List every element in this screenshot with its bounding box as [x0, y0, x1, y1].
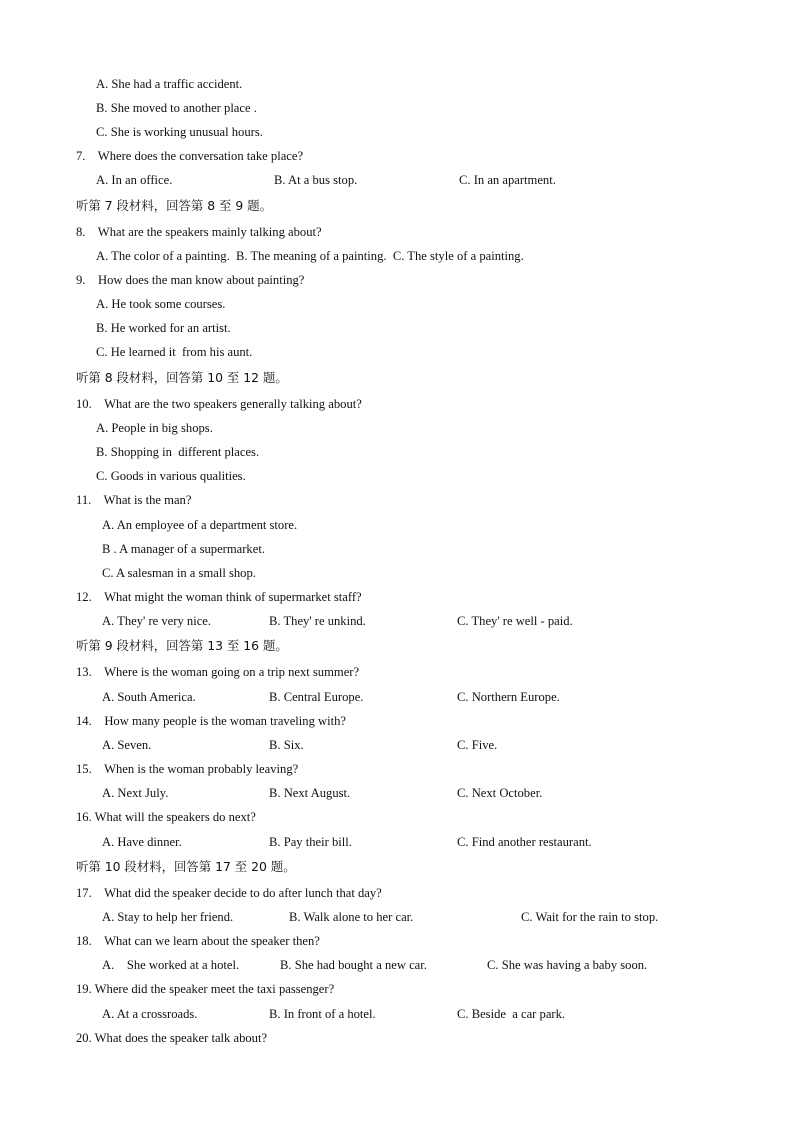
- q17-option-a: A. Stay to help her friend.: [102, 910, 234, 924]
- q19-option-c: C. Beside a car park.: [457, 1007, 566, 1021]
- q6-option-c: C. She is working unusual hours.: [96, 125, 263, 139]
- q11-stem: 11. What is the man?: [76, 493, 192, 507]
- q19-stem: 19. Where did the speaker meet the taxi passenger?: [76, 982, 335, 996]
- section-heading-8: 听第 8 段材料，回答第 10 至 12 题。: [76, 370, 288, 385]
- section-heading-7: 听第 7 段材料，回答第 8 至 9 题。: [76, 198, 272, 213]
- q9-option-c: C. He learned it from his aunt.: [96, 345, 253, 359]
- q19-option-b: B. In front of a hotel.: [269, 1007, 376, 1021]
- q13-option-a: A. South America.: [102, 690, 196, 704]
- q10-option-b: B. Shopping in different places.: [96, 445, 260, 459]
- q12-option-a: A. They' re very nice.: [102, 614, 212, 628]
- q13-option-b: B. Central Europe.: [269, 690, 364, 704]
- q16-option-b: B. Pay their bill.: [269, 835, 352, 849]
- q9-stem: 9. How does the man know about painting?: [76, 273, 305, 287]
- q15-option-c: C. Next October.: [457, 786, 543, 800]
- q14-option-a: A. Seven.: [102, 738, 152, 752]
- q15-option-b: B. Next August.: [269, 786, 351, 800]
- q7-option-c: C. In an apartment.: [459, 173, 556, 187]
- q16-option-c: C. Find another restaurant.: [457, 835, 592, 849]
- q8-stem: 8. What are the speakers mainly talking about?: [76, 225, 322, 239]
- q10-stem: 10. What are the two speakers generally talking about?: [76, 397, 362, 411]
- q16-option-a: A. Have dinner.: [102, 835, 182, 849]
- q17-stem: 17. What did the speaker decide to do after lunch that day?: [76, 886, 382, 900]
- q18-option-b: B. She had bought a new car.: [280, 958, 427, 972]
- q6-option-b: B. She moved to another place .: [96, 101, 257, 115]
- q13-stem: 13. Where is the woman going on a trip next summer?: [76, 665, 360, 679]
- q8-options: A. The color of a painting. B. The meaning of a painting. C. The style of a painting.: [96, 249, 524, 263]
- q17-option-c: C. Wait for the rain to stop.: [521, 910, 659, 924]
- q7-stem: 7. Where does the conversation take place?: [76, 149, 304, 163]
- q16-stem: 16. What will the speakers do next?: [76, 810, 256, 824]
- q18-stem: 18. What can we learn about the speaker then?: [76, 934, 320, 948]
- section-heading-10: 听第 10 段材料，回答第 17 至 20 题。: [76, 859, 296, 874]
- q7-option-a: A. In an office.: [96, 173, 173, 187]
- q17-option-b: B. Walk alone to her car.: [289, 910, 414, 924]
- q10-option-a: A. People in big shops.: [96, 421, 213, 435]
- q14-stem: 14. How many people is the woman traveling with?: [76, 714, 347, 728]
- q18-option-c: C. She was having a baby soon.: [487, 958, 648, 972]
- q14-option-c: C. Five.: [457, 738, 498, 752]
- q18-option-a: A. She worked at a hotel.: [102, 958, 240, 972]
- q9-option-a: A. He took some courses.: [96, 297, 226, 311]
- q13-option-c: C. Northern Europe.: [457, 690, 560, 704]
- q10-option-c: C. Goods in various qualities.: [96, 469, 246, 483]
- q14-option-b: B. Six.: [269, 738, 304, 752]
- q20-stem: 20. What does the speaker talk about?: [76, 1031, 268, 1045]
- q12-option-b: B. They' re unkind.: [269, 614, 366, 628]
- q12-stem: 12. What might the woman think of supermarket staff?: [76, 590, 362, 604]
- q7-option-b: B. At a bus stop.: [274, 173, 358, 187]
- section-heading-9: 听第 9 段材料，回答第 13 至 16 题。: [76, 638, 288, 653]
- q12-option-c: C. They' re well - paid.: [457, 614, 573, 628]
- q11-option-b: B . A manager of a supermarket.: [102, 542, 265, 556]
- q15-option-a: A. Next July.: [102, 786, 169, 800]
- q11-option-c: C. A salesman in a small shop.: [102, 566, 256, 580]
- q6-option-a: A. She had a traffic accident.: [96, 77, 243, 91]
- q19-option-a: A. At a crossroads.: [102, 1007, 198, 1021]
- q11-option-a: A. An employee of a department store.: [102, 518, 298, 532]
- q15-stem: 15. When is the woman probably leaving?: [76, 762, 299, 776]
- q9-option-b: B. He worked for an artist.: [96, 321, 231, 335]
